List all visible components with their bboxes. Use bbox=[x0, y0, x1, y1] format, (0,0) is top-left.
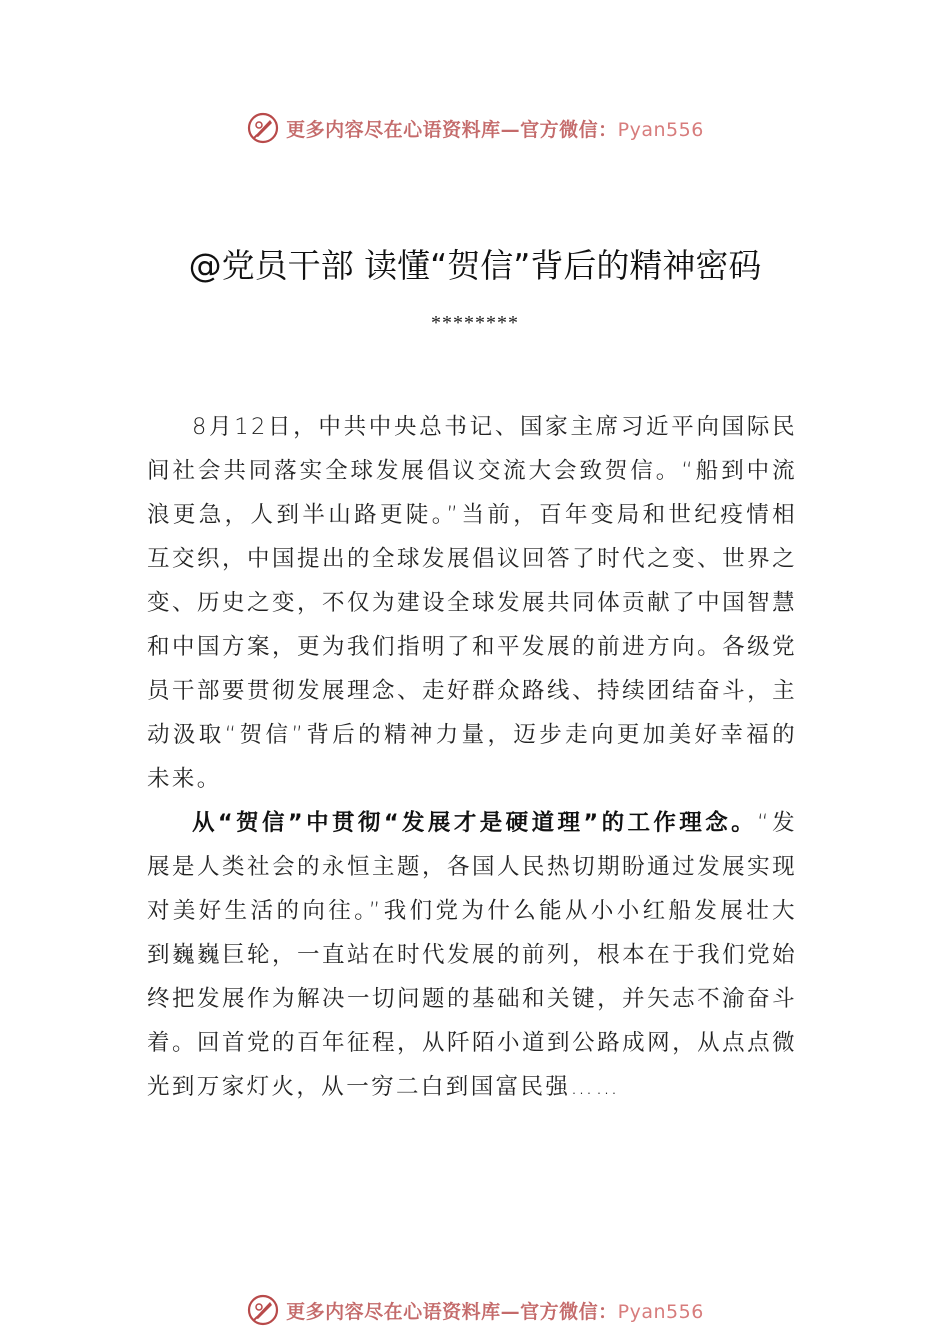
header-watermark-banner bbox=[0, 108, 950, 148]
footer-wechat-id: Pyan556 bbox=[617, 1300, 704, 1323]
quill-logo-icon bbox=[246, 1293, 280, 1327]
footer-watermark-text bbox=[286, 1297, 704, 1324]
paragraph-2-body: “发展是人类社会的永恒主题，各国人民热切期盼通过发展实现对美好生活的向往。”我们党为什么能从小小红船发展壮大到巍巍巨轮，一直站在时代发展的前列，根本在于我们党始终把发展作为解决一切问题的基础和关键，并矢志不渝奋斗着。回首党的百年征程，从阡陌小道到公路成网，从点点微光到万家灯火，从一穷二白到国富民强…… bbox=[147, 810, 797, 1100]
footer-brand-text: 更多内容尽在心语资料库—官方微信： bbox=[286, 1300, 618, 1323]
header-wechat-id: Pyan556 bbox=[617, 118, 704, 141]
paragraph-2 bbox=[147, 801, 797, 1109]
header-brand-text: 更多内容尽在心语资料库—官方微信： bbox=[286, 118, 618, 141]
footer-watermark-banner bbox=[0, 1290, 950, 1330]
paragraph-2-lead: 从“贺信”中贯彻“发展才是硬道理”的工作理念。 bbox=[192, 810, 758, 836]
quill-logo-icon bbox=[246, 111, 280, 145]
paragraph-1: 8月12日，中共中央总书记、国家主席习近平向国际民间社会共同落实全球发展倡议交流大会致贺信。“船到中流浪更急，人到半山路更陡。”当前，百年变局和世纪疫情相互交织，中国提出的全球发展倡议回答了时代之变、世界之变、历史之变，不仅为建设全球发展共同体贡献了中国智慧和中国方案，更为我们指明了和平发展的前进方向。各级党员干部要贯彻发展理念、走好群众路线、持续团结奋斗，主动汲取“贺信”背后的精神力量，迈步走向更加美好幸福的未来。 bbox=[147, 414, 797, 792]
article-body bbox=[147, 405, 797, 1109]
header-watermark-text bbox=[286, 115, 704, 142]
article-author: ******** bbox=[431, 312, 519, 334]
article-title: @党员干部 读懂“贺信”背后的精神密码 bbox=[188, 246, 762, 285]
